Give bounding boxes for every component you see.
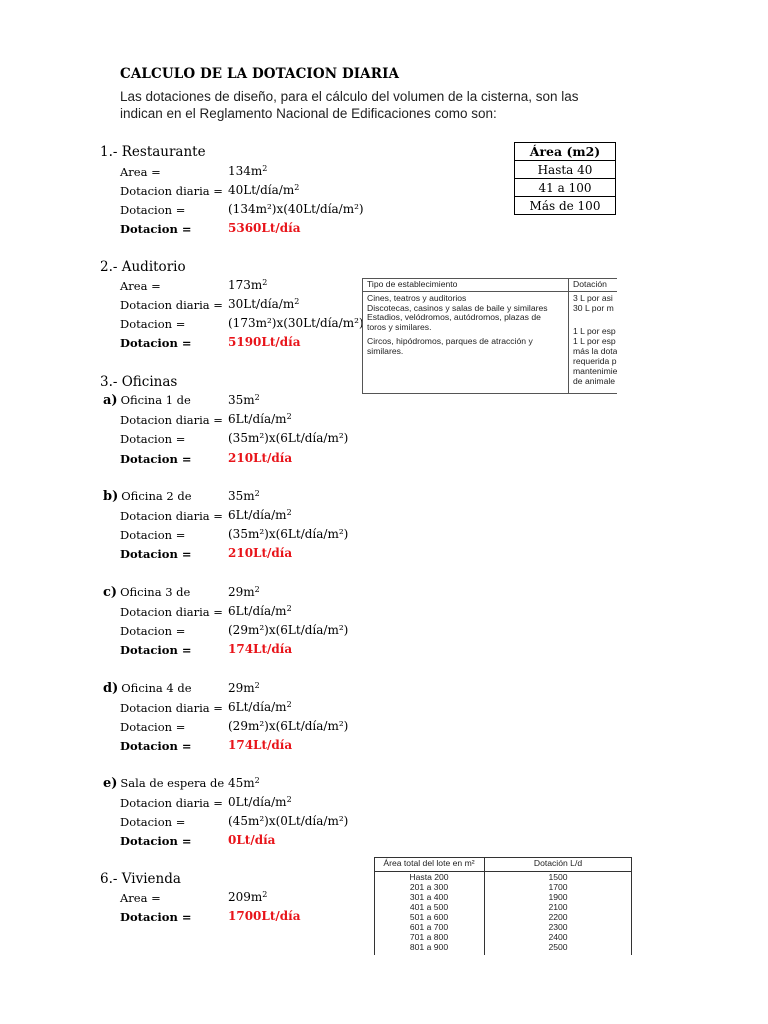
area-label: Area = [120,279,161,293]
table-row: 401 a 500 2100 [409,902,568,912]
establishment-line: Cines, teatros y auditorios [367,293,467,303]
area-value: $173m^2$ [228,278,268,292]
dotacion-diaria-label: Dotacion diaria = [120,184,223,198]
table-row: 501 a 600 2200 [409,912,568,922]
table-row: Hasta 200 1500 [409,872,568,882]
area-table-header: Área (m2) [515,143,616,161]
dotacion-label: Dotacion = [120,203,186,217]
dotacion-line: de animale [573,376,616,386]
dotacion-result-label: Dotacion = [120,739,192,753]
lot-header-area: Área total del lote en m² [383,858,475,868]
dotacion-result: 174Lt/día [228,738,293,752]
dotacion-diaria-label: Dotacion diaria = [120,701,223,715]
sala-espera-name: e) Sala de espera de [103,776,225,791]
dotacion-line: más la dota [573,346,617,356]
lot-header-dotacion: Dotación L/d [533,858,583,868]
dotacion-result: 1700Lt/día [228,909,301,923]
dotacion-line: 1 L por esp [573,336,616,346]
area-value: $35m^2$ [228,489,260,503]
dotacion-result: 5190Lt/día [228,335,301,349]
dotacion-result-label: Dotacion = [120,336,192,350]
area-table-row: 41 a 100 [515,179,616,197]
dotacion-label: Dotacion = [120,432,186,446]
dotacion-diaria-value: $0Lt/día/m^2$ [228,795,292,809]
dotacion-result: 0Lt/día [228,833,276,847]
section-heading-oficinas: 3.- Oficinas [100,374,178,390]
oficina-3-name: c) Oficina 3 de [103,585,191,600]
section-heading-vivienda: 6.- Vivienda [100,871,181,887]
establishment-header-type: Tipo de establecimiento [367,279,458,289]
dotacion-formula: (35m²)x(6Lt/día/m²) [228,527,349,541]
dotacion-label: Dotacion = [120,720,186,734]
table-row: 801 a 900 2500 [409,942,568,952]
dotacion-label: Dotacion = [120,317,186,331]
dotacion-diaria-value: $6Lt/día/m^2$ [228,700,292,714]
dotacion-line: 30 L por m [573,303,614,313]
establishment-line: toros y similares. [367,322,432,332]
dotacion-formula: (173m²)x(30Lt/día/m²) [228,316,364,330]
area-value: $29m^2$ [228,585,260,599]
section-heading-restaurante: 1.- Restaurante [100,144,206,160]
dotacion-result: 210Lt/día [228,451,293,465]
oficina-4-name: d) Oficina 4 de [103,681,192,696]
area-table-row: Hasta 40 [515,161,616,179]
table-row: 301 a 400 1900 [409,892,568,902]
dotacion-result: 210Lt/día [228,546,293,560]
dotacion-formula: (134m²)x(40Lt/día/m²) [228,202,364,216]
dotacion-diaria-value: $40Lt/día/m^2$ [228,183,300,197]
dotacion-line: requerida p [573,356,617,366]
area-value: $29m^2$ [228,681,260,695]
area-value: $134m^2$ [228,164,268,178]
establishment-table [362,278,617,394]
dotacion-result-label: Dotacion = [120,834,192,848]
area-table [514,142,616,215]
dotacion-label: Dotacion = [120,528,186,542]
dotacion-line: mantenimie [573,366,617,376]
establishment-line: Discotecas, casinos y salas de baile y similares [367,303,548,313]
dotacion-diaria-label: Dotacion diaria = [120,796,223,810]
table-row: 201 a 300 1700 [409,882,568,892]
lot-table [374,857,632,955]
table-row: 701 a 800 2400 [409,932,568,942]
dotacion-result-label: Dotacion = [120,222,192,236]
intro-line-1: Las dotaciones de diseño, para el cálculo del volumen de la cisterna, son las [120,89,579,104]
column-divider [568,279,569,393]
dotacion-label: Dotacion = [120,624,186,638]
lot-table-header [374,859,632,869]
dotacion-formula: (29m²)x(6Lt/día/m²) [228,623,349,637]
section-heading-auditorio: 2.- Auditorio [100,259,186,275]
page-title: CALCULO DE LA DOTACION DIARIA [120,66,400,82]
area-value: $45m^2$ [228,776,260,790]
establishment-line: Estadios, velódromos, autódromos, plazas de [367,312,541,322]
dotacion-result-label: Dotacion = [120,452,192,466]
dotacion-diaria-value: $6Lt/día/m^2$ [228,604,292,618]
dotacion-result-label: Dotacion = [120,547,192,561]
dotacion-result: 5360Lt/día [228,221,301,235]
oficina-2-name: b) Oficina 2 de [103,489,192,504]
dotacion-result: 174Lt/día [228,642,293,656]
dotacion-label: Dotacion = [120,815,186,829]
dotacion-line: 1 L por esp [573,326,616,336]
area-table-row: Más de 100 [515,197,616,215]
dotacion-formula: (45m²)x(0Lt/día/m²) [228,814,349,828]
dotacion-result-label: Dotacion = [120,910,192,924]
dotacion-diaria-label: Dotacion diaria = [120,413,223,427]
dotacion-result-label: Dotacion = [120,643,192,657]
area-label: Area = [120,165,161,179]
area-value: $35m^2$ [228,393,260,407]
establishment-header-dotacion: Dotación [573,279,607,289]
dotacion-diaria-label: Dotacion diaria = [120,298,223,312]
establishment-line: similares. [367,346,404,356]
dotacion-diaria-label: Dotacion diaria = [120,605,223,619]
area-label: Area = [120,891,161,905]
intro-line-2: indican en el Reglamento Nacional de Edificaciones como son: [120,106,497,121]
oficina-1-name: a) Oficina 1 de [103,393,191,408]
table-row: 601 a 700 2300 [409,922,568,932]
dotacion-formula: (35m²)x(6Lt/día/m²) [228,431,349,445]
area-value: $209m^2$ [228,890,268,904]
dotacion-diaria-label: Dotacion diaria = [120,509,223,523]
dotacion-line: 3 L por asi [573,293,613,303]
dotacion-diaria-value: $6Lt/día/m^2$ [228,508,292,522]
dotacion-formula: (29m²)x(6Lt/día/m²) [228,719,349,733]
dotacion-diaria-value: $6Lt/día/m^2$ [228,412,292,426]
dotacion-diaria-value: $30Lt/día/m^2$ [228,297,300,311]
establishment-line: Circos, hipódromos, parques de atracción y [367,336,533,346]
